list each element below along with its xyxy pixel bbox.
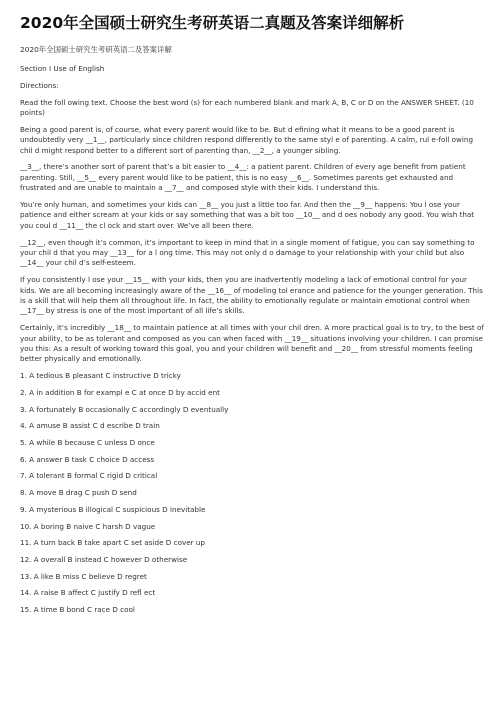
option-line: 8. A move B drag C push D send	[20, 488, 137, 498]
option-line: 10. A boring B naive C harsh D vague	[20, 521, 156, 531]
option-line: 13. A like B miss C believe D regret	[20, 571, 147, 581]
document-subtitle: 2020年全国硕士研究生考研英语二及答案详解	[20, 45, 172, 54]
passage-paragraph: Being a good parent is, of course, what every parent would like to be. But d efining what it means to be a good parent is undoubtedly very __1__, particularly since children respond differently to the same styl e of parenting. A calm, rul e-foll owing chil d might respond better to a different sort of parenting than, __2__, a younger sibling.	[20, 124, 474, 155]
option-line: 11. A turn back B take apart C set aside D cover up	[20, 538, 205, 548]
passage-paragraph: __12__, even though it’s common, it’s important to keep in mind that in a single moment of fatigue, you can say something to your chil d that you may __13__ for a l ong time. This may not only d o damage to your relationship with your child but also __14__ your chil d’s self-esteem.	[20, 237, 475, 268]
option-line: 4. A amuse B assist C d escribe D train	[20, 421, 160, 431]
directions-label: Directions:	[20, 80, 59, 90]
option-line: 15. A time B bond C race D cool	[20, 605, 135, 615]
option-line: 5. A while B because C unless D once	[20, 438, 155, 448]
passage-paragraph: Certainly, it’s incredibly __18__ to maintain patience at all times with your chil dren. A more practical goal is to try, to the best of your ability, to be as tolerant and composed as you can when faced with __19__ situations involving your children. I can promise you this: As a result of working toward this goal, you and your children will benefit and __20__ from stressful moments feeling better physically and emotionally.	[20, 323, 484, 364]
option-line: 7. A tolerant B formal C rigid D critical	[20, 471, 158, 481]
option-line: 2. A in addition B for exampl e C at once D by accid ent	[20, 387, 220, 397]
document-title: 2020年全国硕士研究生考研英语二真题及答案详细解析	[20, 14, 405, 32]
option-line: 12. A overall B instead C however D otherwise	[20, 555, 188, 564]
option-line: 6. A answer B task C choice D access	[20, 454, 155, 464]
option-line: 1. A tedious B pleasant C instructive D tricky	[20, 371, 181, 381]
section-heading: Section I Use of English	[20, 64, 105, 73]
passage-paragraph: __3__, there’s another sort of parent that’s a bit easier to __4__: a patient parent. Children of every age benefit from patient parenting. Still, __5__ every parent would like to be patient, this is no easy __6__. Sometimes parents get exhausted and frustrated and are unable to maintain a __7__ and composed style with their kids. I understand this.	[20, 162, 466, 193]
option-line: 14. A raise B affect C justify D refl ect	[20, 588, 156, 598]
passage-paragraph: You’re only human, and sometimes your kids can __8__ you just a little too far. And then the __9__ happens: You l ose your patience and either scream at your kids or say something that was a bit too __10__ and d oes nobody any good. You wish that you coul d __11__ the cl ock and start over. We’ve all been there.	[20, 200, 475, 230]
passage-paragraph: If you consistently l ose your __15__ with your kids, then you are inadvertently modeling a lack of emotional control for your kids. We are all becoming increasingly aware of the __16__ of modeling tol erance and patience for the younger generation. This is a skill that will help them all throughout life. In fact, the ability to emotionally regulate or maintain emotional control when __17__ by stress is one of the most important of all life’s skills.	[20, 275, 483, 316]
option-line: 9. A mysterious B illogical C suspicious D inevitable	[20, 504, 206, 514]
directions-text: Read the foll owing text. Choose the best word (s) for each numbered blank and mark A, B, C or D on the ANSWER SHEET. (10 points)	[20, 97, 474, 117]
option-line: 3. A fortunately B occasionally C accordingly D eventually	[20, 404, 229, 414]
